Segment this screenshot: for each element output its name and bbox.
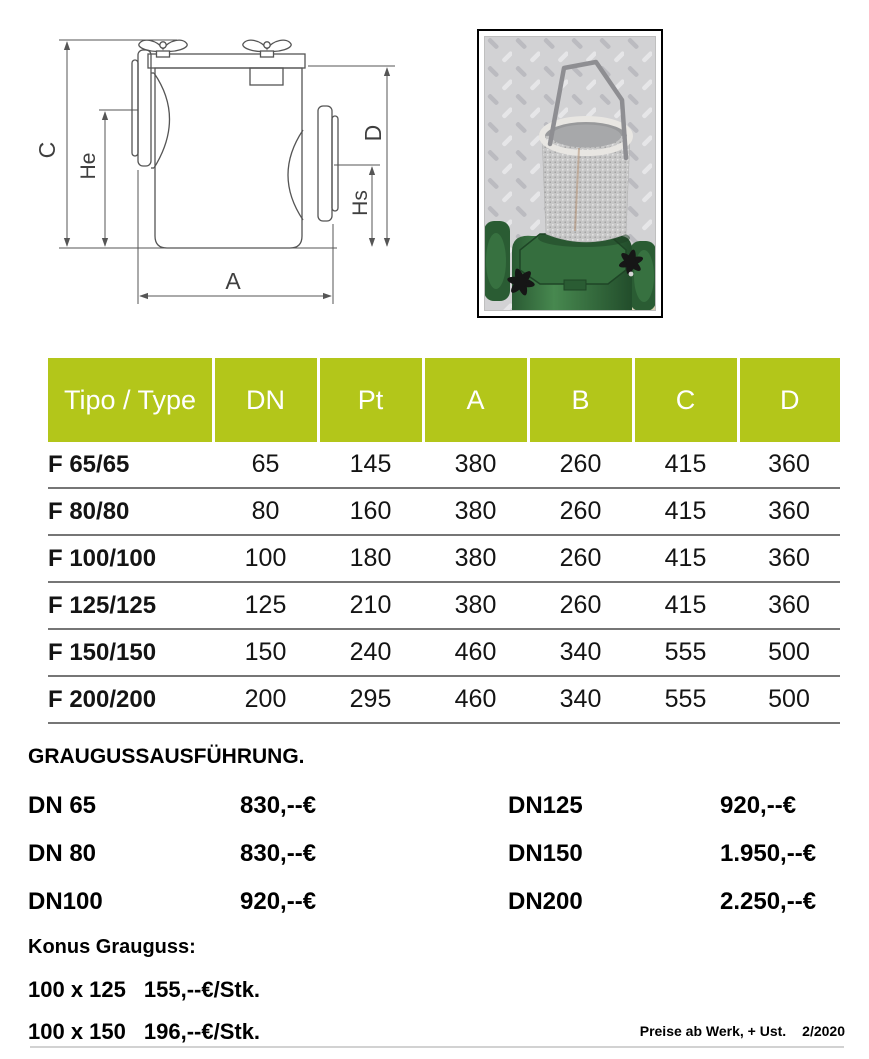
table-row: [48, 629, 840, 676]
dim-label-c: C: [34, 141, 60, 159]
value-cell: 360: [738, 535, 840, 582]
product-photo-frame: [477, 29, 663, 318]
drawing-body: [132, 40, 338, 248]
value-cell: 380: [423, 442, 528, 488]
price-label: DN100: [28, 888, 103, 915]
value-cell: 80: [213, 488, 318, 535]
value-cell: 415: [633, 488, 738, 535]
value-cell: 260: [528, 488, 633, 535]
value-cell: 360: [738, 442, 840, 488]
price-value: 920,--€: [240, 888, 317, 915]
footer-note-line: [640, 1023, 845, 1039]
pricing-heading: GRAUGUSSAUSFÜHRUNG.: [28, 745, 305, 768]
price-label: DN 65: [28, 792, 97, 819]
column-header-d: D: [738, 358, 840, 442]
value-cell: 200: [213, 676, 318, 723]
price-label: DN150: [508, 840, 583, 867]
value-cell: 415: [633, 535, 738, 582]
value-cell: 500: [738, 676, 840, 723]
table-row: [48, 442, 840, 488]
konus-item: [28, 1019, 260, 1045]
value-cell: 125: [213, 582, 318, 629]
value-cell: 295: [318, 676, 423, 723]
type-cell: F 100/100: [48, 535, 213, 582]
price-label: DN200: [508, 888, 583, 915]
type-cell: F 125/125: [48, 582, 213, 629]
dim-label-a: A: [225, 268, 241, 294]
value-cell: 380: [423, 488, 528, 535]
konus-price: 196,--€/Stk.: [143, 1019, 261, 1044]
value-cell: 180: [318, 535, 423, 582]
konus-size: 100 x 125: [28, 977, 126, 1002]
value-cell: 260: [528, 582, 633, 629]
column-header-dn: DN: [213, 358, 318, 442]
price-value: 1.950,--€: [720, 840, 817, 867]
column-header-a: A: [423, 358, 528, 442]
value-cell: 415: [633, 442, 738, 488]
technical-drawing: [25, 18, 445, 328]
dim-label-he: He: [77, 152, 100, 180]
bottom-rule: [30, 1046, 844, 1048]
column-header-pt: Pt: [318, 358, 423, 442]
value-cell: 65: [213, 442, 318, 488]
value-cell: 555: [633, 676, 738, 723]
value-cell: 460: [423, 629, 528, 676]
value-cell: 340: [528, 676, 633, 723]
column-header-type: Tipo / Type: [48, 358, 213, 442]
dimension-lines: [59, 40, 395, 304]
price-value: 2.250,--€: [720, 888, 817, 915]
konus-price: 155,--€/Stk.: [143, 977, 261, 1002]
value-cell: 150: [213, 629, 318, 676]
dim-label-d: D: [360, 124, 386, 142]
footer-date: 2/2020: [802, 1023, 845, 1039]
konus-item: [28, 977, 260, 1003]
type-cell: F 80/80: [48, 488, 213, 535]
table-row: [48, 676, 840, 723]
price-value: 830,--€: [240, 840, 317, 867]
value-cell: 555: [633, 629, 738, 676]
value-cell: 210: [318, 582, 423, 629]
price-value: 920,--€: [720, 792, 797, 819]
table-row: [48, 582, 840, 629]
column-header-b: B: [528, 358, 633, 442]
column-header-c: C: [633, 358, 738, 442]
konus-heading: Konus Grauguss:: [28, 936, 196, 958]
spec-table: [48, 358, 840, 724]
type-cell: F 150/150: [48, 629, 213, 676]
value-cell: 360: [738, 582, 840, 629]
type-cell: F 65/65: [48, 442, 213, 488]
spec-table-header-row: [48, 358, 840, 442]
value-cell: 100: [213, 535, 318, 582]
value-cell: 340: [528, 629, 633, 676]
value-cell: 260: [528, 535, 633, 582]
type-cell: F 200/200: [48, 676, 213, 723]
value-cell: 460: [423, 676, 528, 723]
konus-size: 100 x 150: [28, 1019, 126, 1044]
value-cell: 145: [318, 442, 423, 488]
table-row: [48, 535, 840, 582]
value-cell: 240: [318, 629, 423, 676]
dim-label-hs: Hs: [349, 190, 372, 216]
footer-note: Preise ab Werk, + Ust.: [639, 1023, 787, 1039]
price-label: DN125: [508, 792, 583, 819]
price-label: DN 80: [28, 840, 97, 867]
value-cell: 260: [528, 442, 633, 488]
table-row: [48, 488, 840, 535]
value-cell: 500: [738, 629, 840, 676]
value-cell: 415: [633, 582, 738, 629]
value-cell: 380: [423, 535, 528, 582]
value-cell: 380: [423, 582, 528, 629]
value-cell: 360: [738, 488, 840, 535]
product-photo: [484, 36, 656, 311]
value-cell: 160: [318, 488, 423, 535]
price-value: 830,--€: [240, 792, 317, 819]
